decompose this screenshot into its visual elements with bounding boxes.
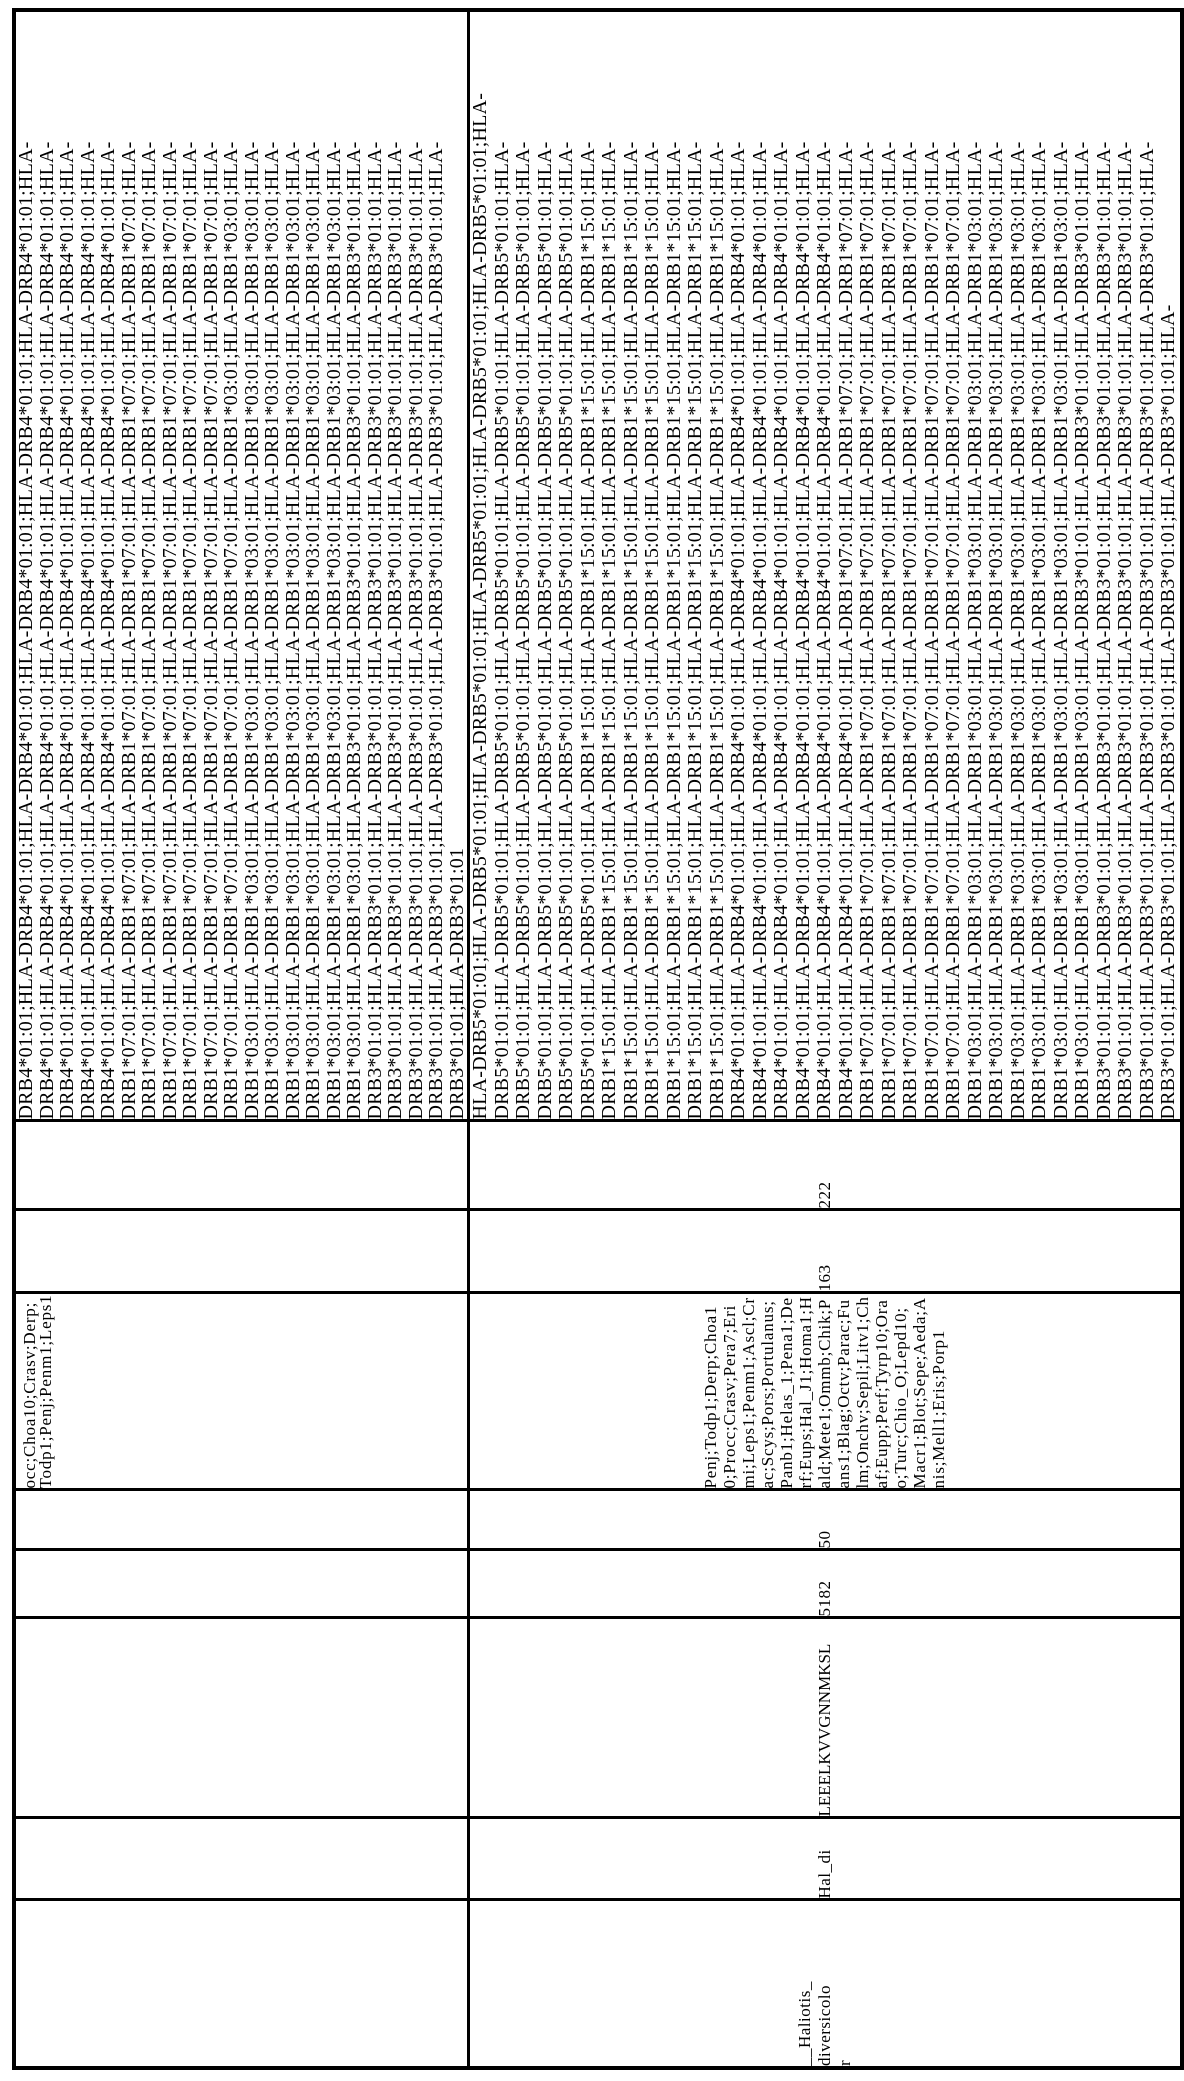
cell-organism <box>469 1900 1182 2068</box>
score-1-value: 5182 <box>814 1580 834 1617</box>
cell-hla-allele-list <box>14 10 469 1121</box>
abbreviation-text: Hal_di <box>814 1849 834 1899</box>
cell-score-2 <box>469 1490 1182 1550</box>
species-list-text: occ;Choa10;Crasv;Derp;Todp1;Penj;Penm1;Leps1 <box>20 1294 55 1489</box>
cell-peptide-sequence <box>14 1618 469 1818</box>
hla-allele-list-text: HLA-DRB5*01:01;HLA-DRB5*01:01;HLA-DRB5*01:01;HLA-DRB5*01:01;HLA-DRB5*01:01;HLA-DRB5*01:01;HLA-DRB5*01:01;HLA-DRB5*01:01;HLA-DRB5*01:01;HLA-DRB5*01:01;HLA-DRB5*01:01;HLA-DRB5*01:01;HLA-DRB5*01:01;HLA-DRB5*01:01;HLA-DRB5*01:01;HLA-DRB5*01:01;HLA-DRB5*01:01;HLA-DRB5*01:01;HLA-DRB5*01:01;HLA-DRB5*01:01;HLA-DRB5*01:01;HLA-DRB5*01:01;HLA-DRB5*01:01;HLA-DRB5*01:01;HLA-DRB5*01:01;HLA-DRB5*01:01;HLA-DRB5*01:01;HLA-DRB5*01:01;HLA-DRB5*01:01;HLA-DRB5*01:01;HLA-DRB5*01:01;HLA-DRB5*01:01;HLA-DRB1*15:01;HLA-DRB1*15:01;HLA-DRB1*15:01;HLA-DRB1*15:01;HLA-DRB1*15:01;HLA-DRB1*15:01;HLA-DRB1*15:01;HLA-DRB1*15:01;HLA-DRB1*15:01;HLA-DRB1*15:01;HLA-DRB1*15:01;HLA-DRB1*15:01;HLA-DRB1*15:01;HLA-DRB1*15:01;HLA-DRB1*15:01;HLA-DRB1*15:01;HLA-DRB1*15:01;HLA-DRB1*15:01;HLA-DRB1*15:01;HLA-DRB1*15:01;HLA-DRB1*15:01;HLA-DRB1*15:01;HLA-DRB1*15:01;HLA-DRB1*15:01;HLA-DRB1*15:01;HLA-DRB1*15:01;HLA-DRB1*15:01;HLA-DRB1*15:01;HLA-DRB1*15:01;HLA-DRB1*15:01;HLA-DRB1*15:01;HLA-DRB1*15:01;HLA-DRB1*15:01;HLA-DRB1*15:01;HLA-DRB1*15:01;HLA-DRB1*15:01;HLA-DRB1*15:01;HLA-DRB1*15:01;HLA-DRB1*15:01;HLA-DRB1*15:01;HLA-DRB4*01:01;HLA-DRB4*01:01;HLA-DRB4*01:01;HLA-DRB4*01:01;HLA-DRB4*01:01;HLA-DRB4*01:01;HLA-DRB4*01:01;HLA-DRB4*01:01;HLA-DRB4*01:01;HLA-DRB4*01:01;HLA-DRB4*01:01;HLA-DRB4*01:01;HLA-DRB4*01:01;HLA-DRB4*01:01;HLA-DRB4*01:01;HLA-DRB4*01:01;HLA-DRB4*01:01;HLA-DRB4*01:01;HLA-DRB4*01:01;HLA-DRB4*01:01;HLA-DRB4*01:01;HLA-DRB4*01:01;HLA-DRB4*01:01;HLA-DRB4*01:01;HLA-DRB4*01:01;HLA-DRB4*01:01;HLA-DRB4*01:01;HLA-DRB4*01:01;HLA-DRB4*01:01;HLA-DRB4*01:01;HLA-DRB4*01:01;HLA-DRB4*01:01;HLA-DRB4*01:01;HLA-DRB1*07:01;HLA-DRB1*07:01;HLA-DRB1*07:01;HLA-DRB1*07:01;HLA-DRB1*07:01;HLA-DRB1*07:01;HLA-DRB1*07:01;HLA-DRB1*07:01;HLA-DRB1*07:01;HLA-DRB1*07:01;HLA-DRB1*07:01;HLA-DRB1*07:01;HLA-DRB1*07:01;HLA-DRB1*07:01;HLA-DRB1*07:01;HLA-DRB1*07:01;HLA-DRB1*07:01;HLA-DRB1*07:01;HLA-DRB1*07:01;HLA-DRB1*07:01;HLA-DRB1*07:01;HLA-DRB1*07:01;HLA-DRB1*07:01;HLA-DRB1*07:01;HLA-DRB1*07:01;HLA-DRB1*07:01;HLA-DRB1*07:01;HLA-DRB1*07:01;HLA-DRB1*07:01;HLA-DRB1*07:01;HLA-DRB1*07:01;HLA-DRB1*07:01;HLA-DRB1*07:01;HLA-DRB1*03:01;HLA-DRB1*03:01;HLA-DRB1*03:01;HLA-DRB1*03:01;HLA-DRB1*03:01;HLA-DRB1*03:01;HLA-DRB1*03:01;HLA-DRB1*03:01;HLA-DRB1*03:01;HLA-DRB1*03:01;HLA-DRB1*03:01;HLA-DRB1*03:01;HLA-DRB1*03:01;HLA-DRB1*03:01;HLA-DRB1*03:01;HLA-DRB1*03:01;HLA-DRB1*03:01;HLA-DRB1*03:01;HLA-DRB1*03:01;HLA-DRB1*03:01;HLA-DRB1*03:01;HLA-DRB1*03:01;HLA-DRB1*03:01;HLA-DRB1*03:01;HLA-DRB1*03:01;HLA-DRB1*03:01;HLA-DRB1*03:01;HLA-DRB1*03:01;HLA-DRB1*03:01;HLA-DRB1*03:01;HLA-DRB1*03:01;HLA-DRB1*03:01;HLA-DRB1*03:01;HLA-DRB3*01:01;HLA-DRB3*01:01;HLA-DRB3*01:01;HLA-DRB3*01:01;HLA-DRB3*01:01;HLA-DRB3*01:01;HLA-DRB3*01:01;HLA-DRB3*01:01;HLA-DRB3*01:01;HLA-DRB3*01:01;HLA-DRB3*01:01;HLA-DRB3*01:01;HLA-DRB3*01:01;HLA-DRB3*01:01;HLA-DRB3*01:01;HLA-DRB3*01:01;HLA-DRB3*01:01;HLA-DRB3*01:01;HLA-DRB3*01:01;HLA-DRB3*01:01;HLA-DRB3*01:01;HLA-DRB3*01:01;HLA-DRB3*01:01;HLA-DRB3*01:01;HLA-DRB3*01:01;HLA-DRB3*01:01;HLA- <box>469 92 1179 1120</box>
cell-count-2 <box>469 1121 1182 1210</box>
cell-abbreviation <box>469 1818 1182 1900</box>
cell-score-1 <box>14 1550 469 1618</box>
cell-species-list <box>14 1293 469 1490</box>
cell-count-1 <box>14 1210 469 1293</box>
score-2-value: 50 <box>814 1530 834 1549</box>
peptide-sequence-text: LEEELKVVGNNMKSL <box>814 1643 834 1817</box>
organism-name: __Haliotis_diversicolor <box>794 1981 854 2066</box>
cell-count-1 <box>469 1210 1182 1293</box>
table-row-entry <box>469 10 1182 2068</box>
species-list-text: Penj;Todp1;Derp;Choa10;Procc;Crasv;Pera7;Erimi;Leps1;Penm1;Ascl;Crac;Scys;Pors;Portulanus;Panb1;Helas_1;Pena1;Derf;Eups;Hal_J1;Homa1;Hald;Mete1;Ommb;Chik;Pans1;Blag;Octv;Parac;Fulm;Onchv;Sepil;Litv1;Chaf;Eupp;Perf;Tyrp10;Orao;Turc;Chio_O;Lepd10;Macr1;Blot;Sepe;Aeda;Anis;Mell1;Eris;Porp1 <box>701 1296 949 1489</box>
cell-abbreviation <box>14 1818 469 1900</box>
cell-organism <box>14 1900 469 2068</box>
patent-table <box>12 8 1184 2070</box>
rotated-table-container <box>12 12 1179 2070</box>
count-2-value: 222 <box>814 1181 834 1209</box>
cell-score-1 <box>469 1550 1182 1618</box>
table-row-continuation <box>14 10 469 2068</box>
cell-peptide-sequence <box>469 1618 1182 1818</box>
cell-hla-allele-list <box>469 10 1182 1121</box>
hla-allele-list-text: DRB4*01:01;HLA-DRB4*01:01;HLA-DRB4*01:01;HLA-DRB4*01:01;HLA-DRB4*01:01;HLA-DRB4*01:01;HLA-DRB4*01:01;HLA-DRB4*01:01;HLA-DRB4*01:01;HLA-DRB4*01:01;HLA-DRB4*01:01;HLA-DRB4*01:01;HLA-DRB4*01:01;HLA-DRB4*01:01;HLA-DRB4*01:01;HLA-DRB4*01:01;HLA-DRB4*01:01;HLA-DRB4*01:01;HLA-DRB4*01:01;HLA-DRB4*01:01;HLA-DRB4*01:01;HLA-DRB4*01:01;HLA-DRB4*01:01;HLA-DRB4*01:01;HLA-DRB4*01:01;HLA-DRB4*01:01;HLA-DRB4*01:01;HLA-DRB4*01:01;HLA-DRB4*01:01;HLA-DRB4*01:01;HLA-DRB1*07:01;HLA-DRB1*07:01;HLA-DRB1*07:01;HLA-DRB1*07:01;HLA-DRB1*07:01;HLA-DRB1*07:01;HLA-DRB1*07:01;HLA-DRB1*07:01;HLA-DRB1*07:01;HLA-DRB1*07:01;HLA-DRB1*07:01;HLA-DRB1*07:01;HLA-DRB1*07:01;HLA-DRB1*07:01;HLA-DRB1*07:01;HLA-DRB1*07:01;HLA-DRB1*07:01;HLA-DRB1*07:01;HLA-DRB1*07:01;HLA-DRB1*07:01;HLA-DRB1*07:01;HLA-DRB1*07:01;HLA-DRB1*07:01;HLA-DRB1*07:01;HLA-DRB1*07:01;HLA-DRB1*07:01;HLA-DRB1*07:01;HLA-DRB1*07:01;HLA-DRB1*07:01;HLA-DRB1*07:01;HLA-DRB1*07:01;HLA-DRB1*07:01;HLA-DRB1*07:01;HLA-DRB1*07:01;HLA-DRB1*03:01;HLA-DRB1*03:01;HLA-DRB1*03:01;HLA-DRB1*03:01;HLA-DRB1*03:01;HLA-DRB1*03:01;HLA-DRB1*03:01;HLA-DRB1*03:01;HLA-DRB1*03:01;HLA-DRB1*03:01;HLA-DRB1*03:01;HLA-DRB1*03:01;HLA-DRB1*03:01;HLA-DRB1*03:01;HLA-DRB1*03:01;HLA-DRB1*03:01;HLA-DRB1*03:01;HLA-DRB1*03:01;HLA-DRB1*03:01;HLA-DRB1*03:01;HLA-DRB1*03:01;HLA-DRB1*03:01;HLA-DRB1*03:01;HLA-DRB1*03:01;HLA-DRB1*03:01;HLA-DRB1*03:01;HLA-DRB1*03:01;HLA-DRB1*03:01;HLA-DRB1*03:01;HLA-DRB1*03:01;HLA-DRB1*03:01;HLA-DRB1*03:01;HLA-DRB1*03:01;HLA-DRB1*03:01;HLA-DRB3*01:01;HLA-DRB3*01:01;HLA-DRB3*01:01;HLA-DRB3*01:01;HLA-DRB3*01:01;HLA-DRB3*01:01;HLA-DRB3*01:01;HLA-DRB3*01:01;HLA-DRB3*01:01;HLA-DRB3*01:01;HLA-DRB3*01:01;HLA-DRB3*01:01;HLA-DRB3*01:01;HLA-DRB3*01:01;HLA-DRB3*01:01;HLA-DRB3*01:01;HLA-DRB3*01:01;HLA-DRB3*01:01;HLA-DRB3*01:01;HLA-DRB3*01:01;HLA-DRB3*01:01;HLA-DRB3*01:01;HLA-DRB3*01:01;HLA-DRB3*01:01;HLA-DRB3*01:01;HLA-DRB3*01:01;HLA-DRB3*01:01;HLA-DRB3*01:01;HLA-DRB3*01:01;HLA-DRB3*01:01 <box>15 141 468 1120</box>
cell-count-2 <box>14 1121 469 1210</box>
cell-score-2 <box>14 1490 469 1550</box>
cell-species-list <box>469 1293 1182 1490</box>
count-1-value: 163 <box>814 1264 834 1292</box>
